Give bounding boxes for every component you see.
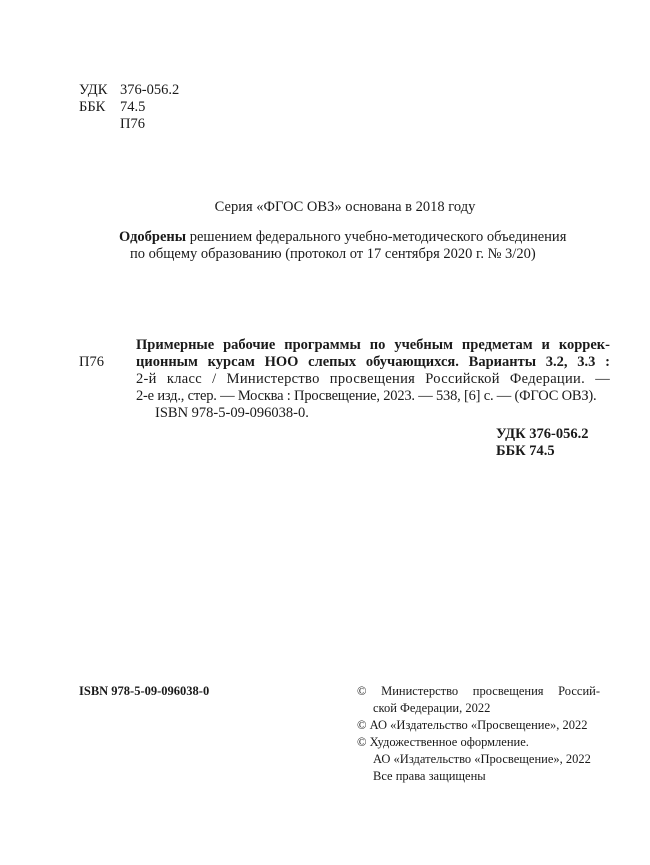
approval-bold: Одобрены [119, 229, 187, 245]
catalog-isbn: ISBN 978-5-09-096038-0. [155, 405, 309, 421]
footer-isbn: ISBN 978-5-09-096038-0 [79, 684, 210, 698]
catalog-bbk: ББК 74.5 [496, 443, 555, 459]
approval-line2: по общему образованию (протокол от 17 сентября 2020 г. № 3/20) [130, 246, 536, 262]
author-mark: П76 [120, 116, 145, 132]
approval-statement [119, 229, 566, 263]
catalog-author-mark: П76 [79, 354, 104, 370]
copyright-block [357, 683, 600, 785]
copyright-line: АО «Издательство «Просвещение», 2022 [373, 752, 591, 766]
copyright-line: © Министерство просвещения Россий- [357, 684, 600, 698]
copyright-line: © АО «Издательство «Просвещение», 2022 [357, 718, 588, 732]
catalog-title-line1: Примерные рабочие программы по учебным предметам и коррек- [136, 337, 610, 353]
classification-codes [79, 82, 179, 133]
catalog-record [79, 337, 610, 460]
catalog-line4: 2-е изд., стер. — Москва : Просвещение, 2023. — 538, [6] с. — (ФГОС ОВЗ). [136, 388, 597, 404]
catalog-title-line2: ционным курсам НОО слепых обучающихся. Варианты 3.2, 3.3 : [136, 354, 610, 370]
bbk-value: 74.5 [120, 99, 146, 115]
copyright-line: ской Федерации, 2022 [373, 701, 491, 715]
udk-value: 376-056.2 [120, 82, 180, 98]
series-line: Серия «ФГОС ОВЗ» основана в 2018 году [214, 199, 476, 215]
copyright-line: Все права защищены [373, 769, 486, 783]
udk-label: УДК [79, 82, 108, 98]
copyright-line: © Художественное оформление. [357, 735, 529, 749]
approval-line1: решением федерального учебно-методического объединения [186, 229, 567, 245]
catalog-line3: 2-й класс / Министерство просвещения Российской Федерации. — [136, 371, 610, 387]
bbk-label: ББК [79, 99, 106, 115]
catalog-udk: УДК 376-056.2 [496, 426, 589, 442]
